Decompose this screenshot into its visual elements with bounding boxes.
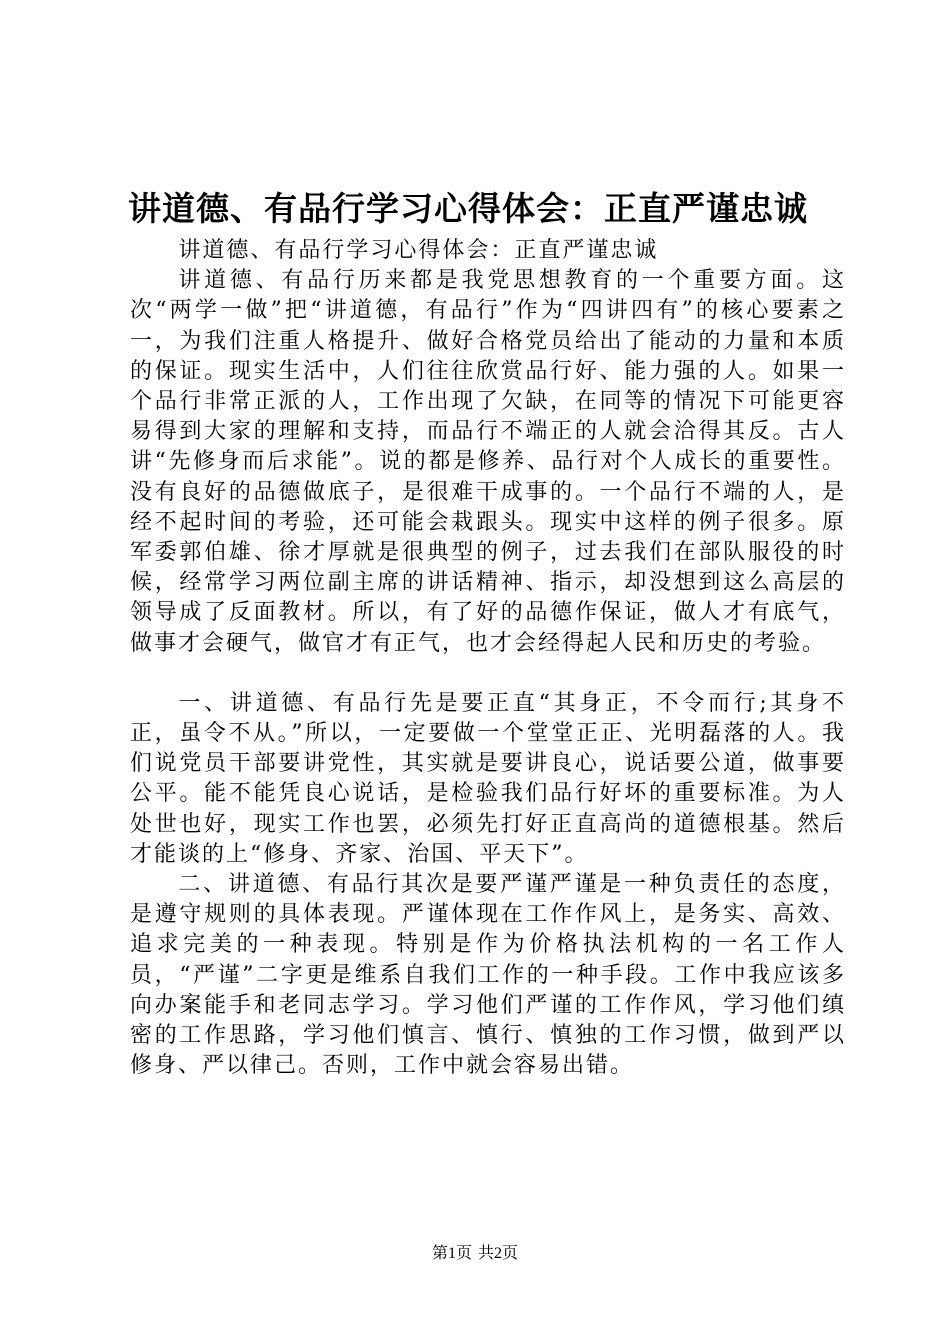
document-body [130, 236, 846, 1081]
intro-paragraph: 讲道德、有品行历来都是我党思想教育的一个重要方面。这次“两学一做”把“讲道德，有品行”作为“四讲四有”的核心要素之一，为我们注重人格提升、做好合格党员给出了能动的力量和本质的保证。现实生活中，人们往往欣赏品行好、能力强的人。如果一个品行非常正派的人，工作出现了欠缺，在同等的情况下可能更容易得到大家的理解和支持，而品行不端正的人就会洽得其反。古人讲“先修身而后求能”。说的都是修养、品行对个人成长的重要性。没有良好的品德做底子，是很难干成事的。一个品行不端的人，是经不起时间的考验，还可能会栽跟头。现实中这样的例子很多。原军委郭伯雄、徐才厚就是很典型的例子，过去我们在部队服役的时候，经常学习两位副主席的讲话精神、指示，却没想到这么高层的领导成了反面教材。所以，有了好的品德作保证，做人才有底气，做事才会硬气，做官才有正气，也才会经得起人民和历史的考验。 [130, 268, 846, 656]
document-title: 讲道德、有品行学习心得体会：正直严谨忠诚 [128, 189, 808, 228]
section-two-paragraph: 二、讲道德、有品行其次是要严谨严谨是一种负责任的态度，是遵守规则的具体表现。严谨体现在工作作风上，是务实、高效、追求完美的一种表现。特别是作为价格执法机构的一名工作人员，“严谨”二字更是维系自我们工作的一种手段。工作中我应该多向办案能手和老同志学习。学习他们严谨的工作作风，学习他们缜密的工作思路，学习他们慎言、慎行、慎独的工作习惯，做到严以修身、严以律己。否则，工作中就会容易出错。 [130, 872, 846, 1079]
subtitle-paragraph: 讲道德、有品行学习心得体会：正直严谨忠诚 [178, 238, 659, 263]
page-number-footer: 第1页 共2页 [431, 1245, 518, 1262]
paragraph-spacer [130, 659, 846, 689]
section-one-paragraph: 一、讲道德、有品行先是要正直“其身正，不令而行;其身不正，虽令不从。”所以，一定要做一个堂堂正正、光明磊落的人。我们说党员干部要讲党性，其实就是要讲良心，说话要公道，做事要公平。能不能凭良心说话，是检验我们品行好坏的重要标准。为人处世也好，现实工作也罢，必须先打好正直高尚的道德根基。然后才能谈的上“修身、齐家、治国、平天下”。 [130, 690, 846, 867]
